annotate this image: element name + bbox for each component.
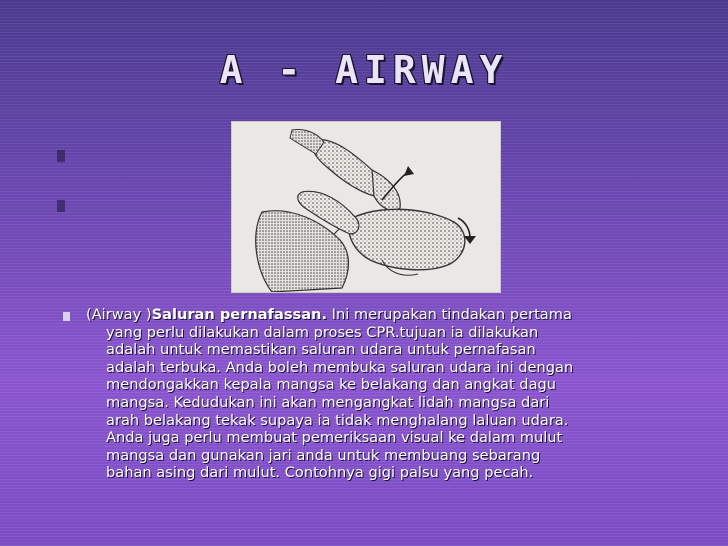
paragraph-first-line: Ini merupakan tindakan pertama bbox=[327, 306, 572, 323]
paragraph-line: Anda juga perlu membuat pemeriksaan visual ke dalam mulut bbox=[106, 429, 563, 447]
paragraph-line: mangsa. Kedudukan ini akan mengangkat lidah mangsa dari bbox=[106, 393, 550, 411]
paragraph-line: adalah untuk memastikan saluran udara untuk pernafasan bbox=[106, 341, 536, 359]
paragraph-line: adalah terbuka. Anda boleh membuka saluran udara ini dengan bbox=[106, 358, 574, 376]
slide-title: A - AIRWAY bbox=[219, 48, 509, 92]
decorative-mark bbox=[57, 200, 65, 212]
decorative-mark bbox=[57, 150, 65, 162]
bullet-marker bbox=[63, 312, 70, 321]
paragraph-line: mangsa dan gunakan jari anda untuk membuang sebarang bbox=[106, 446, 541, 464]
head-tilt-illustration bbox=[231, 121, 501, 293]
head-tilt-drawing bbox=[232, 122, 500, 292]
paragraph-line: mendongakkan kepala mangsa ke belakang dan angkat dagu bbox=[106, 376, 557, 394]
body-paragraph bbox=[86, 306, 631, 482]
paragraph-line: yang perlu dilakukan dalam proses CPR.tujuan ia dilakukan bbox=[106, 323, 539, 341]
paragraph-line: arah belakang tekak supaya ia tidak menghalang laluan udara. bbox=[106, 411, 569, 429]
paragraph-line: bahan asing dari mulut. Contohnya gigi palsu yang pecah. bbox=[106, 464, 534, 482]
airway-term: Saluran pernafassan. bbox=[151, 306, 327, 323]
airway-prefix: (Airway ) bbox=[86, 306, 152, 323]
